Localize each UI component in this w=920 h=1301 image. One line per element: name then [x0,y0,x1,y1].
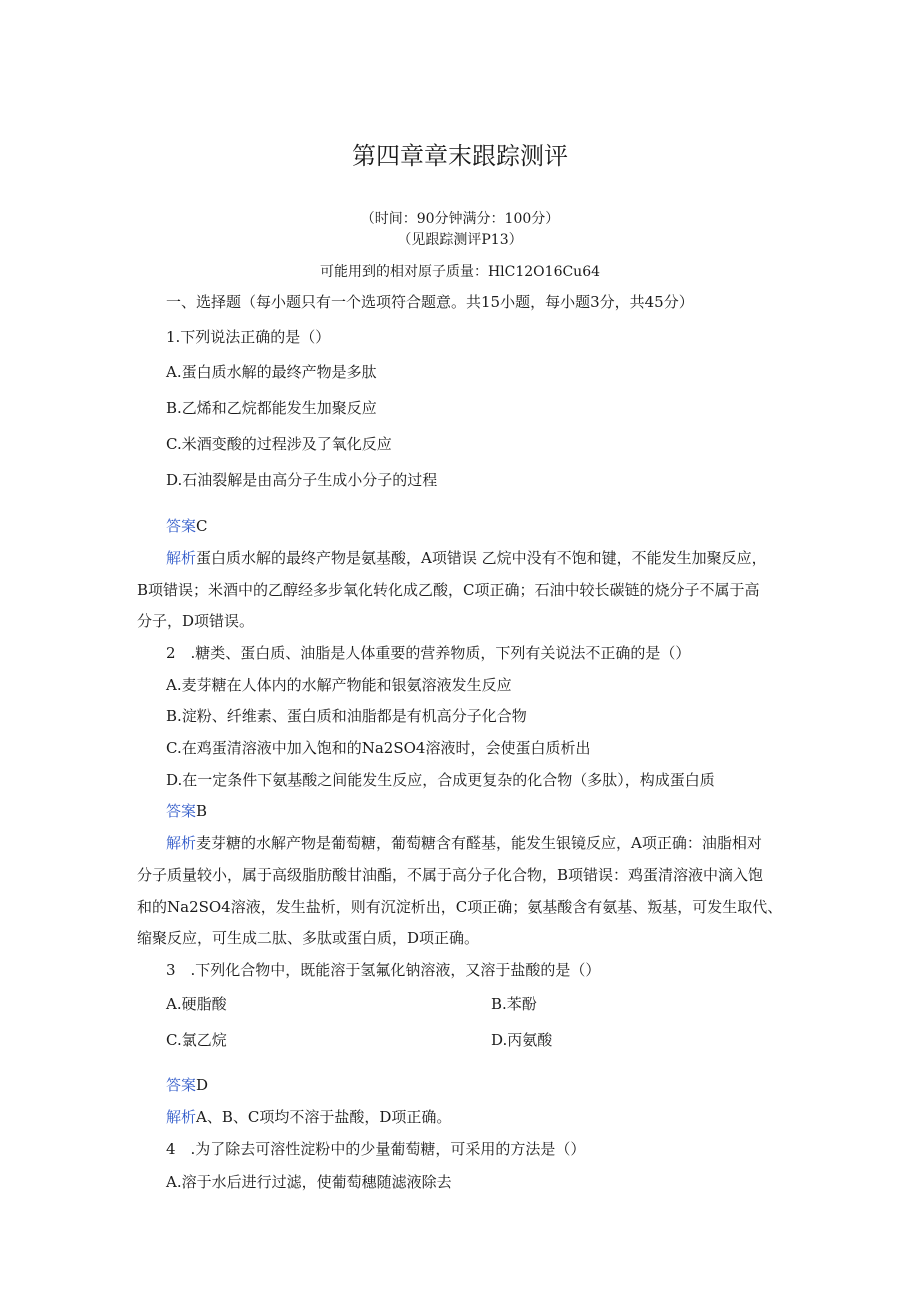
q3-option-b: B.苯酚 [491,995,537,1013]
q3-answer [166,1075,208,1095]
q2-analysis-line-1: 解析麦芽糖的水解产物是葡萄糖，葡萄糖含有醛基，能发生银镜反应，A项正确：油脂相对 [166,834,762,852]
q1-analysis-line-1: 解析蛋白质水解的最终产物是氨基酸，A项错误 乙烷中没有不饱和键，不能发生加聚反应， [166,549,767,567]
q2-answer [166,801,207,821]
page-title: 第四章章末跟踪测评 [352,142,568,170]
q3-analysis-line-1: 解析A、B、C项均不溶于盐酸，D项正确。 [166,1108,452,1126]
analysis-label: 解析 [166,549,197,567]
q1-option-c: C.米酒变酸的过程涉及了氧化反应 [166,435,392,453]
q1-option-d: D.石油裂解是由高分子生成小分子的过程 [166,471,438,489]
atomic-mass-line: 可能用到的相对原子质量：HlC12O16Cu64 [319,264,601,280]
section-header: 一、选择题（每小题只有一个选项符合题意。共15小题，每小题3分，共45分） [166,293,694,311]
q2-analysis-line-2: 分子质量较小，属于高级脂肪酸甘油酯，不属于高分子化合物，B项错误：鸡蛋清溶液中滴入饱 [137,866,764,884]
q4-option-a: A.溶于水后进行过滤，使葡萄穗随滤液除去 [166,1173,452,1191]
q3-option-c: C.氯乙烷 [166,1031,227,1049]
q2-stem: 2 .糖类、蛋白质、油脂是人体重要的营养物质，下列有关说法不正确的是（） [166,644,691,662]
q4-stem: 4 .为了除去可溶性淀粉中的少量葡萄糖，可采用的方法是（） [166,1140,586,1158]
q3-option-a: A.硬脂酸 [166,995,227,1013]
q1-stem: 1.下列说法正确的是（） [166,328,331,346]
q3-stem: 3 .下列化合物中，既能溶于氢氟化钠溶液，又溶于盐酸的是（） [166,961,601,979]
q3-option-d: D.丙氨酸 [491,1031,553,1049]
answer-label: 答案 [166,517,197,535]
ref-line: （见跟踪测评P13） [397,232,523,248]
analysis-label: 解析 [166,834,197,852]
answer-label: 答案 [166,1076,197,1094]
q1-answer [166,516,208,536]
q3-answer-value: D [196,1076,209,1094]
answer-label: 答案 [166,802,197,820]
q2-analysis-line-4: 缩聚反应，可生成二肽、多肽或蛋白质，D项正确。 [137,929,480,947]
q2-option-d: D.在一定条件下氨基酸之间能发生反应，合成更复杂的化合物（多肽），构成蛋白质 [166,771,715,789]
q1-analysis-line-2: B项错误；米酒中的乙醇经多步氧化转化成乙酸，C项正确；石油中较长碳链的烧分子不属于高 [137,581,760,599]
q1-answer-value: C [196,517,208,535]
q2-option-b: B.淀粉、纤维素、蛋白质和油脂都是有机高分子化合物 [166,707,527,725]
q2-analysis-line-3: 和的Na2SO4溶液，发生盐析，则有沉淀析出，C项正确；氨基酸含有氨基、叛基，可发生取代、 [137,898,783,916]
q1-option-b: B.乙烯和乙烷都能发生加聚反应 [166,399,377,417]
q2-answer-value: B [196,802,208,820]
time-line: （时间：90分钟满分：100分） [360,211,560,227]
q1-analysis-line-3: 分子，D项错误。 [137,612,255,630]
analysis-label: 解析 [166,1108,197,1126]
q2-option-a: A.麦芽糖在人体内的水解产物能和银氨溶液发生反应 [166,676,512,694]
q2-option-c: C.在鸡蛋清溶液中加入饱和的Na2SO4溶液时，会使蛋白质析出 [166,739,591,757]
q1-option-a: A.蛋白质水解的最终产物是多肽 [166,363,377,381]
